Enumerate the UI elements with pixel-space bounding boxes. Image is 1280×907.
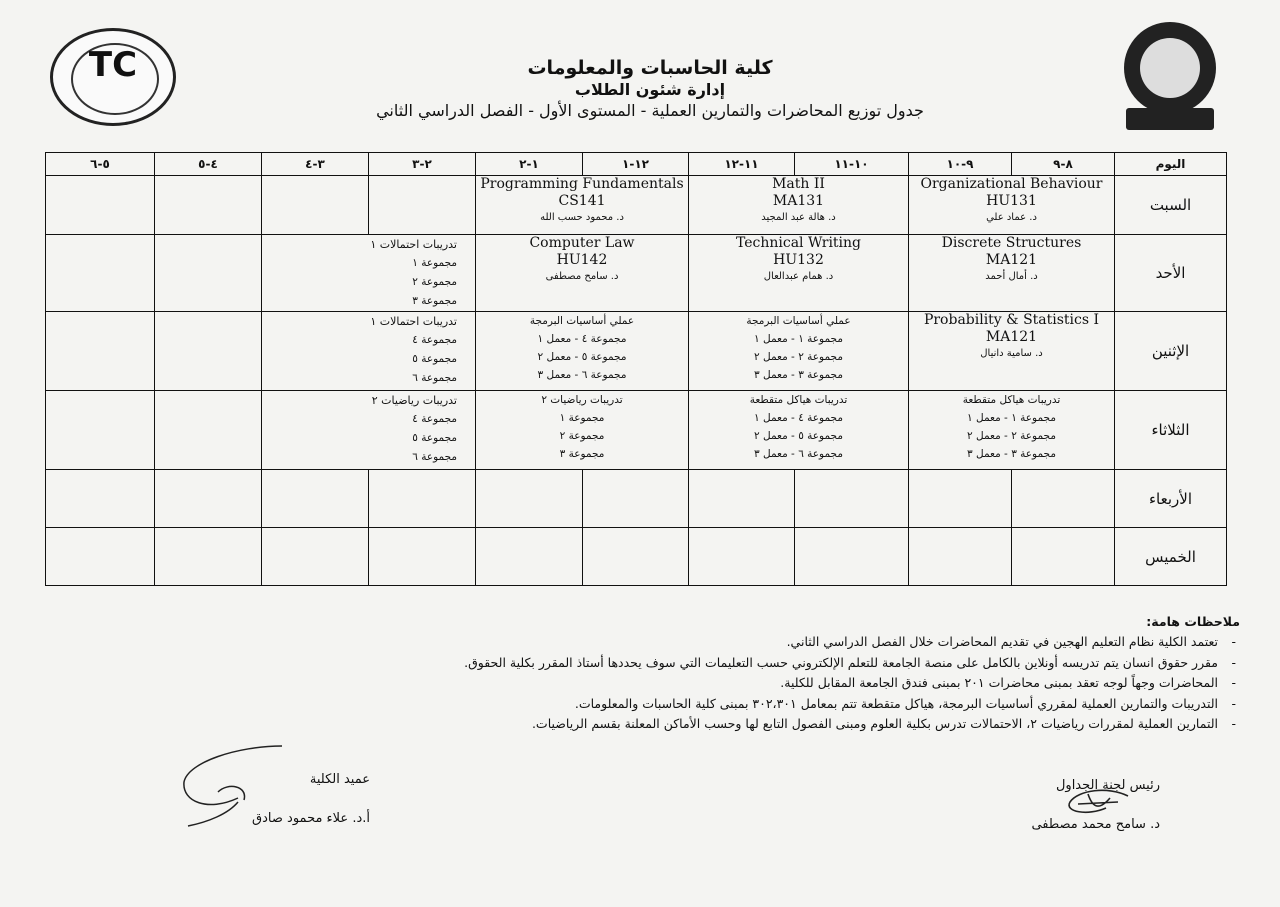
lab-cell xyxy=(476,312,689,391)
day-cell: الأربعاء xyxy=(1115,470,1227,528)
course-name: Discrete Structures xyxy=(941,235,1082,251)
group-label: مجموعة ٣ - معمل ٣ xyxy=(754,369,843,381)
column-header: ٨-٩ xyxy=(1012,153,1115,176)
header-row xyxy=(46,153,1227,176)
lecture-cell xyxy=(689,176,909,235)
empty-cell xyxy=(1012,528,1115,586)
column-header: ١٠-١١ xyxy=(795,153,909,176)
table-row xyxy=(46,312,1227,391)
group-label: مجموعة ٦ xyxy=(412,451,457,463)
column-header-day: اليوم xyxy=(1115,153,1227,176)
lab-title: عملي أساسيات البرمجة xyxy=(529,315,635,327)
tutorial-title: تدريبات رياضيات ٢ xyxy=(541,394,623,406)
tutorial-cell xyxy=(262,391,476,470)
course-name: Technical Writing xyxy=(735,235,861,251)
group-label: مجموعة ١ xyxy=(412,257,457,269)
course-name: Probability & Statistics I xyxy=(923,312,1100,328)
instructor-name: د. سامح مصطفى xyxy=(545,271,619,282)
committee-name: د. سامح محمد مصطفى xyxy=(1031,817,1160,832)
course-code: MA121 xyxy=(985,252,1038,268)
group-label: مجموعة ٤ xyxy=(412,334,457,346)
note-item: - المحاضرات وجهاً لوجه تعقد بمبنى محاضرات ٢٠١ بمبنى فندق الجامعة المقابل للكلية. xyxy=(240,673,1240,694)
tutorial-cell xyxy=(689,391,909,470)
empty-cell xyxy=(155,235,262,312)
lecture-cell xyxy=(909,312,1115,391)
table-row xyxy=(46,235,1227,312)
note-item: - التمارين العملية لمقررات رياضيات ٢، الاحتمالات تدرس بكلية العلوم ومبنى الفصول التابع لها وحسب الأماكن المعلنة بقسم الرياضيات. xyxy=(240,714,1240,735)
column-header: ٣-٤ xyxy=(262,153,369,176)
column-header: ١١-١٢ xyxy=(689,153,795,176)
day-cell: الثلاثاء xyxy=(1115,391,1227,470)
empty-cell xyxy=(369,528,476,586)
table-row xyxy=(46,391,1227,470)
empty-cell xyxy=(1012,470,1115,528)
empty-cell xyxy=(46,235,155,312)
lecture-cell xyxy=(689,235,909,312)
empty-cell xyxy=(583,528,689,586)
course-code: MA131 xyxy=(772,193,825,209)
department-name: إدارة شئون الطلاب xyxy=(574,80,726,99)
instructor-name: د. عماد علي xyxy=(986,212,1037,223)
document-header xyxy=(300,56,1000,122)
course-code: HU142 xyxy=(556,252,608,268)
table-row xyxy=(46,470,1227,528)
day-cell: الإثنين xyxy=(1115,312,1227,391)
empty-cell xyxy=(155,176,262,235)
column-header: ٤-٥ xyxy=(155,153,262,176)
course-code: HU132 xyxy=(773,252,824,268)
group-label: مجموعة ٦ - معمل ٣ xyxy=(537,369,627,381)
university-logo: TC xyxy=(50,28,176,126)
tutorial-cell xyxy=(262,235,476,312)
tutorial-title: تدريبات هياكل متقطعة xyxy=(962,394,1061,406)
column-header: ١٢-١ xyxy=(583,153,689,176)
column-header: ١-٢ xyxy=(476,153,583,176)
empty-cell xyxy=(155,470,262,528)
table-row xyxy=(46,176,1227,235)
course-code: CS141 xyxy=(558,193,606,209)
day-cell: الخميس xyxy=(1115,528,1227,586)
empty-cell xyxy=(795,470,909,528)
empty-cell xyxy=(262,528,369,586)
group-label: مجموعة ٦ xyxy=(412,372,457,384)
empty-cell xyxy=(155,391,262,470)
instructor-name: د. همام عبدالعال xyxy=(763,271,834,282)
empty-cell xyxy=(262,176,369,235)
empty-cell xyxy=(476,470,583,528)
dean-name: أ.د. علاء محمود صادق xyxy=(252,811,370,826)
tutorial-title: تدريبات احتمالات ١ xyxy=(370,238,457,251)
lecture-cell xyxy=(909,176,1115,235)
committee-title: رئيس لجنة الجداول xyxy=(1055,778,1160,793)
empty-cell xyxy=(155,312,262,391)
group-label: مجموعة ١ - معمل ١ xyxy=(967,412,1056,424)
empty-cell xyxy=(369,176,476,235)
empty-cell xyxy=(369,470,476,528)
notes-title: ملاحظات هامة: xyxy=(1146,614,1240,629)
notes-section xyxy=(240,612,1240,735)
tutorial-title: تدريبات احتمالات ١ xyxy=(370,315,457,328)
empty-cell xyxy=(46,176,155,235)
empty-cell xyxy=(689,470,795,528)
course-name: Programming Fundamentals xyxy=(480,176,684,192)
group-label: مجموعة ٦ - معمل ٣ xyxy=(754,448,843,460)
course-code: HU131 xyxy=(986,193,1037,209)
tutorial-cell xyxy=(262,312,476,391)
empty-cell xyxy=(46,528,155,586)
college-logo xyxy=(1120,22,1220,132)
group-label: مجموعة ٤ xyxy=(412,413,457,425)
college-name: كلية الحاسبات والمعلومات xyxy=(527,57,773,79)
group-label: مجموعة ٢ - معمل ٢ xyxy=(754,351,843,363)
group-label: مجموعة ٢ - معمل ٢ xyxy=(967,430,1056,442)
empty-cell xyxy=(46,312,155,391)
group-label: مجموعة ٢ xyxy=(412,276,457,288)
lecture-cell xyxy=(476,176,689,235)
committee-signature xyxy=(1058,786,1138,820)
column-header: ٥-٦ xyxy=(46,153,155,176)
dean-signature xyxy=(178,742,288,832)
group-label: مجموعة ٥ xyxy=(412,353,457,365)
tutorial-cell xyxy=(476,391,689,470)
column-header: ٢-٣ xyxy=(369,153,476,176)
group-label: مجموعة ٣ - معمل ٣ xyxy=(967,448,1056,460)
note-item: - التدريبات والتمارين العملية لمقرري أساسيات البرمجة، هياكل متقطعة تتم بمعامل ٣٠٢،٣٠١ بمبنى كلية الحاسبات والمعلومات. xyxy=(240,694,1240,715)
table-row xyxy=(46,528,1227,586)
schedule-table xyxy=(45,152,1227,586)
empty-cell xyxy=(262,470,369,528)
note-item: - تعتمد الكلية نظام التعليم الهجين في تقديم المحاضرات خلال الفصل الدراسي الثاني. xyxy=(240,632,1240,653)
tutorial-title: تدريبات هياكل متقطعة xyxy=(749,394,848,406)
empty-cell xyxy=(46,391,155,470)
empty-cell xyxy=(909,528,1012,586)
lecture-cell xyxy=(909,235,1115,312)
group-label: مجموعة ٣ xyxy=(559,448,605,460)
empty-cell xyxy=(476,528,583,586)
empty-cell xyxy=(583,470,689,528)
instructor-name: د. هالة عبد المجيد xyxy=(761,212,836,223)
instructor-name: د. أمال أحمد xyxy=(985,271,1038,282)
empty-cell xyxy=(689,528,795,586)
group-label: مجموعة ٤ - معمل ١ xyxy=(754,412,843,424)
day-cell: السبت xyxy=(1115,176,1227,235)
lecture-cell xyxy=(476,235,689,312)
empty-cell xyxy=(155,528,262,586)
group-label: مجموعة ٣ xyxy=(412,295,457,307)
empty-cell xyxy=(909,470,1012,528)
group-label: مجموعة ١ xyxy=(559,412,605,424)
course-name: Organizational Behaviour xyxy=(920,176,1103,192)
instructor-name: د. سامية دانيال xyxy=(980,348,1043,359)
day-cell: الأحد xyxy=(1115,235,1227,312)
group-label: مجموعة ٥ - معمل ٢ xyxy=(537,351,627,363)
group-label: مجموعة ١ - معمل ١ xyxy=(754,333,843,345)
group-label: مجموعة ٥ - معمل ٢ xyxy=(754,430,843,442)
course-name: Computer Law xyxy=(529,235,635,251)
group-label: مجموعة ٤ - معمل ١ xyxy=(537,333,627,345)
instructor-name: د. محمود حسب الله xyxy=(540,212,624,223)
group-label: مجموعة ٢ xyxy=(559,430,605,442)
course-code: MA121 xyxy=(985,329,1038,345)
tutorial-title: تدريبات رياضيات ٢ xyxy=(371,394,457,407)
lab-title: عملي أساسيات البرمجة xyxy=(746,315,851,327)
tutorial-cell xyxy=(909,391,1115,470)
lab-cell xyxy=(689,312,909,391)
course-name: Math II xyxy=(772,176,825,192)
group-label: مجموعة ٥ xyxy=(412,432,457,444)
note-item: - مقرر حقوق انسان يتم تدريسه أونلاين بالكامل على منصة الجامعة للتعلم الإلكتروني حسب التعليمات التي سوف يحددها أستاذ المقرر بكلية الحقوق. xyxy=(240,653,1240,674)
empty-cell xyxy=(795,528,909,586)
document-title: جدول توزيع المحاضرات والتمارين العملية - المستوى الأول - الفصل الدراسي الثاني xyxy=(376,101,924,120)
empty-cell xyxy=(46,470,155,528)
column-header: ٩-١٠ xyxy=(909,153,1012,176)
dean-title: عميد الكلية xyxy=(309,772,370,787)
